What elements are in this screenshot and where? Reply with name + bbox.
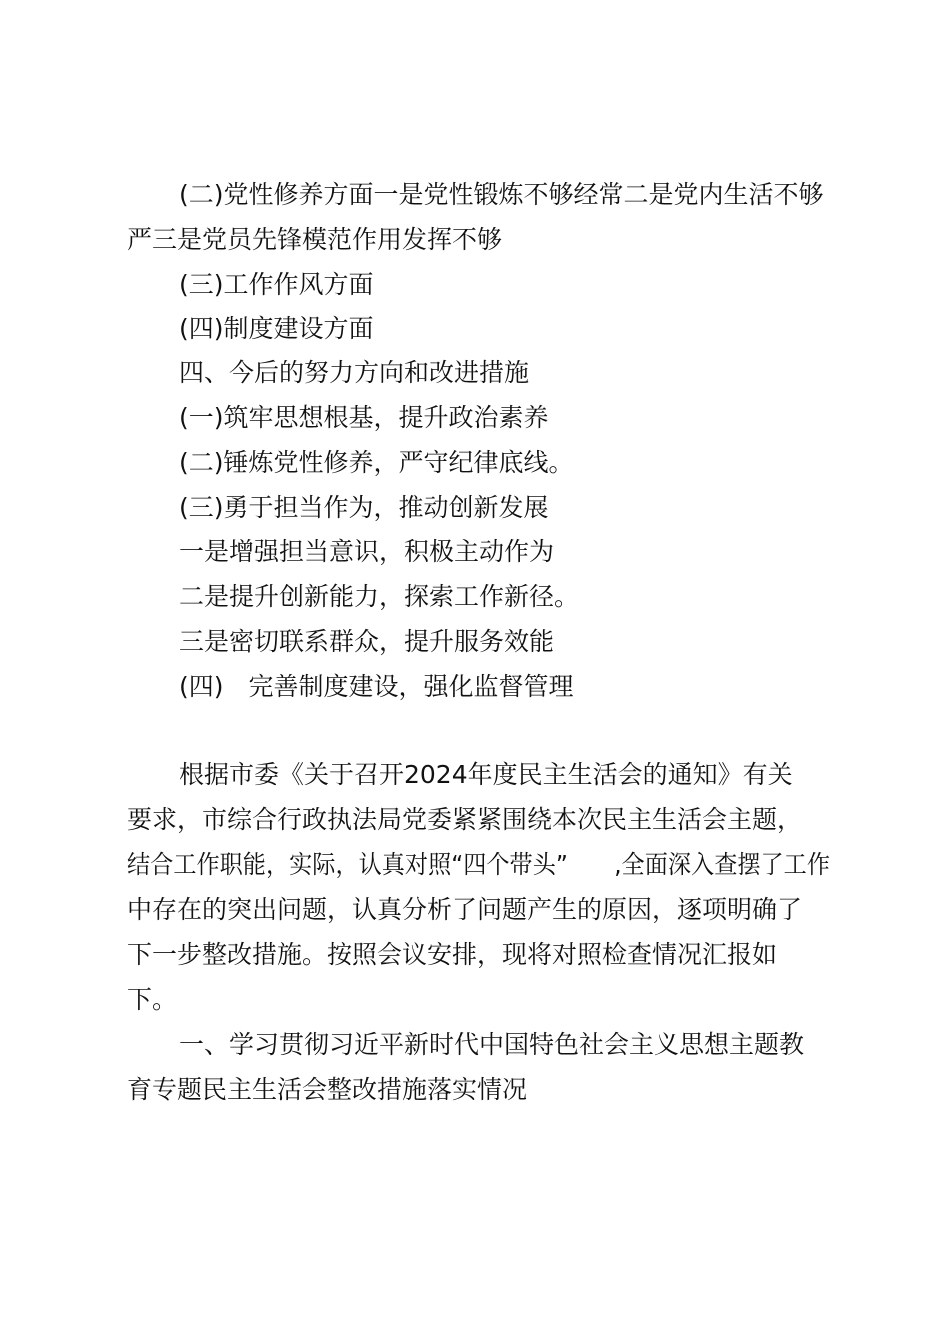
measure-3: (三)勇于担当作为，推动创新发展 [179,493,549,522]
outline-item-3: (三)工作作风方面 [179,270,374,299]
heading-1-line-2: 育专题民主生活会整改措施落实情况 [127,1075,528,1104]
measure-2: (二)锤炼党性修养，严守纪律底线。 [179,448,574,477]
paragraph-1-line-3: 结合工作职能，实际，认真对照“四个带头” ,全面深入查摆了工作 [127,850,831,879]
sub-item-1: 一是增强担当意识，积极主动作为 [179,537,555,566]
paragraph-1-line-5: 下一步整改措施。按照会议安排，现将对照检查情况汇报如 [127,940,778,969]
outline-item-2-line-2: 严三是党员先锋模范作用发挥不够 [127,225,503,254]
measure-1: (一)筑牢思想根基，提升政治素养 [179,403,549,432]
paragraph-1-line-4: 中存在的突出问题，认真分析了问题产生的原因，逐项明确了 [127,895,803,924]
measure-4: (四) 完善制度建设，强化监督管理 [179,672,574,701]
sub-item-2: 二是提升创新能力，探索工作新径。 [179,582,580,611]
paragraph-1-line-6: 下。 [127,985,178,1014]
outline-item-4: (四)制度建设方面 [179,314,374,343]
section-4-heading: 四、今后的努力方向和改进措施 [179,358,530,387]
paragraph-1-line-1: 根据市委《关于召开2024年度民主生活会的通知》有关 [179,760,793,789]
paragraph-1-line-2: 要求，市综合行政执法局党委紧紧围绕本次民主生活会主题， [127,805,803,834]
heading-1-line-1: 一、学习贯彻习近平新时代中国特色社会主义思想主题教 [179,1030,805,1059]
outline-item-2-line-1: (二)党性修养方面一是党性锻炼不够经常二是党内生活不够 [179,180,824,209]
sub-item-3: 三是密切联系群众，提升服务效能 [179,627,555,656]
